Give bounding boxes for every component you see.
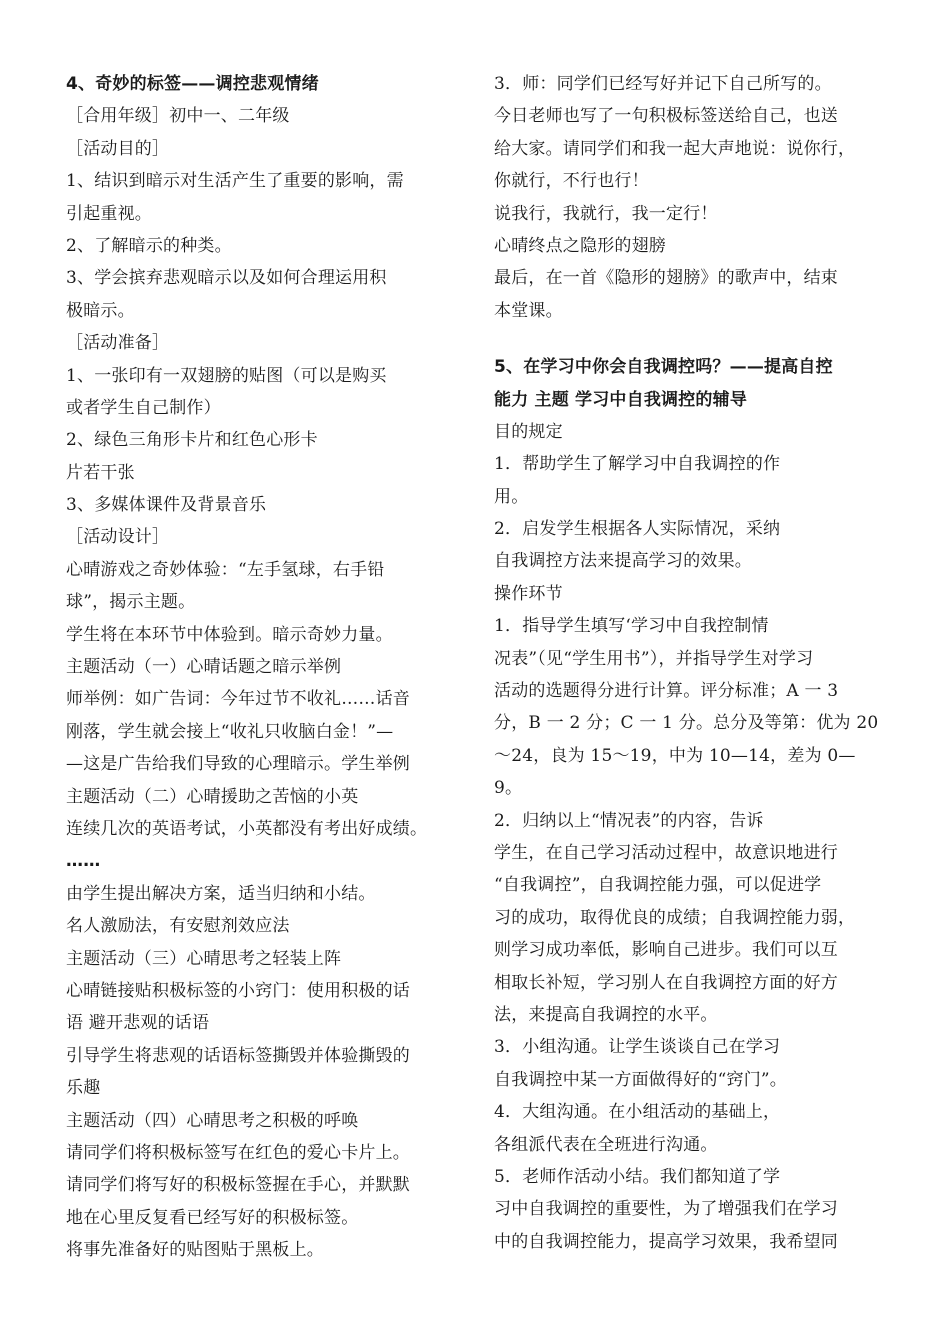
text-line: ［活动设计］: [66, 527, 170, 548]
text-line: 请同学们将写好的积极标签握在手心，并默默: [66, 1175, 410, 1196]
paragraph-gap: [494, 327, 892, 351]
text-line: 1．指导学生填写‘学习中自我控制情: [494, 616, 769, 637]
text-line: 3．小组沟通。让学生谈谈自己在学习: [494, 1037, 781, 1058]
text-line: 引起重视。: [66, 203, 152, 224]
text-line: 9。: [494, 778, 523, 799]
text-line: 4．大组沟通。在小组活动的基础上，: [494, 1102, 781, 1123]
text-line: 况表”（见“学生用书”），并指导学生对学习: [494, 648, 814, 669]
text-line: ［活动准备］: [66, 333, 170, 354]
text-line: 刚落，学生就会接上“收礼只收脑白金！”—: [66, 721, 394, 742]
text-line: 目的规定: [494, 421, 563, 442]
text-line: 1．帮助学生了解学习中自我调控的作: [494, 454, 781, 475]
text-line: 主题活动（一）心晴话题之暗示举例: [66, 657, 342, 678]
text-line: 5．老师作活动小结。我们都知道了学: [494, 1166, 781, 1187]
text-line: 操作环节: [494, 583, 563, 604]
text-line: 心晴链接贴积极标签的小窍门：使用积极的话: [66, 980, 410, 1001]
text-line: ～24，良为 15～19，中为 10—14，差为 0—: [494, 745, 856, 766]
text-line: 则学习成功率低，影响自己进步。我们可以互: [494, 940, 838, 961]
text-line: 1、结识到暗示对生活产生了重要的影响，需: [66, 171, 404, 192]
section-heading-line: 能力 主题 学习中自我调控的辅导: [494, 389, 748, 410]
text-line: 2．启发学生根据各人实际情况，采纳: [494, 519, 781, 540]
text-line: 将事先准备好的贴图贴于黑板上。: [66, 1240, 324, 1261]
text-line: 2、了解暗示的种类。: [66, 235, 232, 256]
text-line: 分，B 一 2 分；C 一 1 分。总分及等第：优为 20: [494, 713, 879, 734]
text-line: 3、学会摈弃悲观暗示以及如何合理运用积: [66, 268, 387, 289]
text-line: 主题活动（三）心晴思考之轻装上阵: [66, 948, 342, 969]
text-line: 你就行，不行也行！: [494, 171, 649, 192]
text-line: 中的自我调控能力，提高学习效果，我希望同: [494, 1231, 838, 1252]
text-line: 说我行，我就行，我一定行！: [494, 203, 718, 224]
text-line: 3．师：同学们已经写好并记下自己所写的。: [494, 74, 832, 94]
text-line: “自我调控”，自我调控能力强，可以促进学: [494, 875, 822, 896]
text-line: ［活动目的］: [66, 138, 170, 159]
text-line: 学生将在本环节中体验到。暗示奇妙力量。: [66, 624, 393, 645]
text-line: 习的成功，取得优良的成绩；自我调控能力弱，: [494, 907, 856, 928]
text-line: 心晴终点之隐形的翅膀: [494, 235, 666, 256]
text-line: 名人激励法，有安慰剂效应法: [66, 916, 290, 937]
text-line: 片若干张: [66, 462, 135, 483]
text-line: 法，来提高自我调控的水平。: [494, 1004, 718, 1025]
text-line: 习中自我调控的重要性，为了增强我们在学习: [494, 1199, 838, 1220]
text-line: 极暗示。: [66, 300, 135, 321]
text-line: 本堂课。: [494, 300, 563, 321]
text-line: 活动的选题得分进行计算。评分标准；A 一 3: [494, 681, 839, 702]
text-line: —这是广告给我们导致的心理暗示。学生举例: [66, 754, 410, 775]
text-line: 乐趣: [66, 1078, 101, 1099]
text-line: 主题活动（二）心晴援助之苦恼的小英: [66, 786, 359, 807]
text-line: 3、多媒体课件及背景音乐: [66, 495, 267, 516]
text-line: 相取长补短，学习别人在自我调控方面的好方: [494, 972, 838, 993]
text-line: 1、一张印有一双翅膀的贴图（可以是购买: [66, 365, 387, 386]
text-line: 今日老师也写了一句积极标签送给自己，也送: [494, 106, 838, 127]
left-column: [66, 68, 466, 1266]
text-line: 心晴游戏之奇妙体验：“左手氢球，右手铅: [66, 559, 385, 580]
text-line: 学生，在自己学习活动过程中，故意识地进行: [494, 842, 838, 863]
right-column: [494, 68, 892, 1258]
text-line: 自我调控方法来提高学习的效果。: [494, 551, 752, 572]
text-line: 自我调控中某一方面做得好的“窍门”。: [494, 1069, 787, 1090]
text-line: 2．归纳以上“情况表”的内容，告诉: [494, 810, 764, 831]
text-line: 引导学生将悲观的话语标签撕毁并体验撕毁的: [66, 1045, 410, 1066]
text-line: 由学生提出解决方案，适当归纳和小结。: [66, 883, 376, 904]
text-line: 主题活动（四）心晴思考之积极的呼唤: [66, 1110, 359, 1131]
text-line: 连续几次的英语考试，小英都没有考出好成绩。: [66, 818, 428, 839]
text-line: 各组派代表在全班进行沟通。: [494, 1134, 718, 1155]
text-line: 请同学们将积极标签写在红色的爱心卡片上。: [66, 1142, 410, 1163]
section-heading-line: 4、奇妙的标签——调控悲观情绪: [66, 74, 319, 94]
text-line: 或者学生自己制作）: [66, 397, 221, 418]
text-line: 师举例：如广告词：今年过节不收礼……话音: [66, 689, 410, 710]
section-heading-line: 5、在学习中你会自我调控吗？——提高自控: [494, 357, 833, 378]
text-line: 语 避开悲观的话语: [66, 1013, 210, 1034]
text-line: 用。: [494, 486, 529, 507]
section-heading-line: ……: [66, 851, 101, 872]
text-line: 最后，在一首《隐形的翅膀》的歌声中，结束: [494, 268, 838, 289]
text-line: 2、绿色三角形卡片和红色心形卡: [66, 430, 318, 451]
text-line: 球”，揭示主题。: [66, 592, 196, 613]
text-line: 地在心里反复看已经写好的积极标签。: [66, 1207, 359, 1228]
text-line: ［合用年级］初中一、二年级: [66, 106, 290, 127]
text-line: 给大家。请同学们和我一起大声地说：说你行，: [494, 138, 856, 159]
